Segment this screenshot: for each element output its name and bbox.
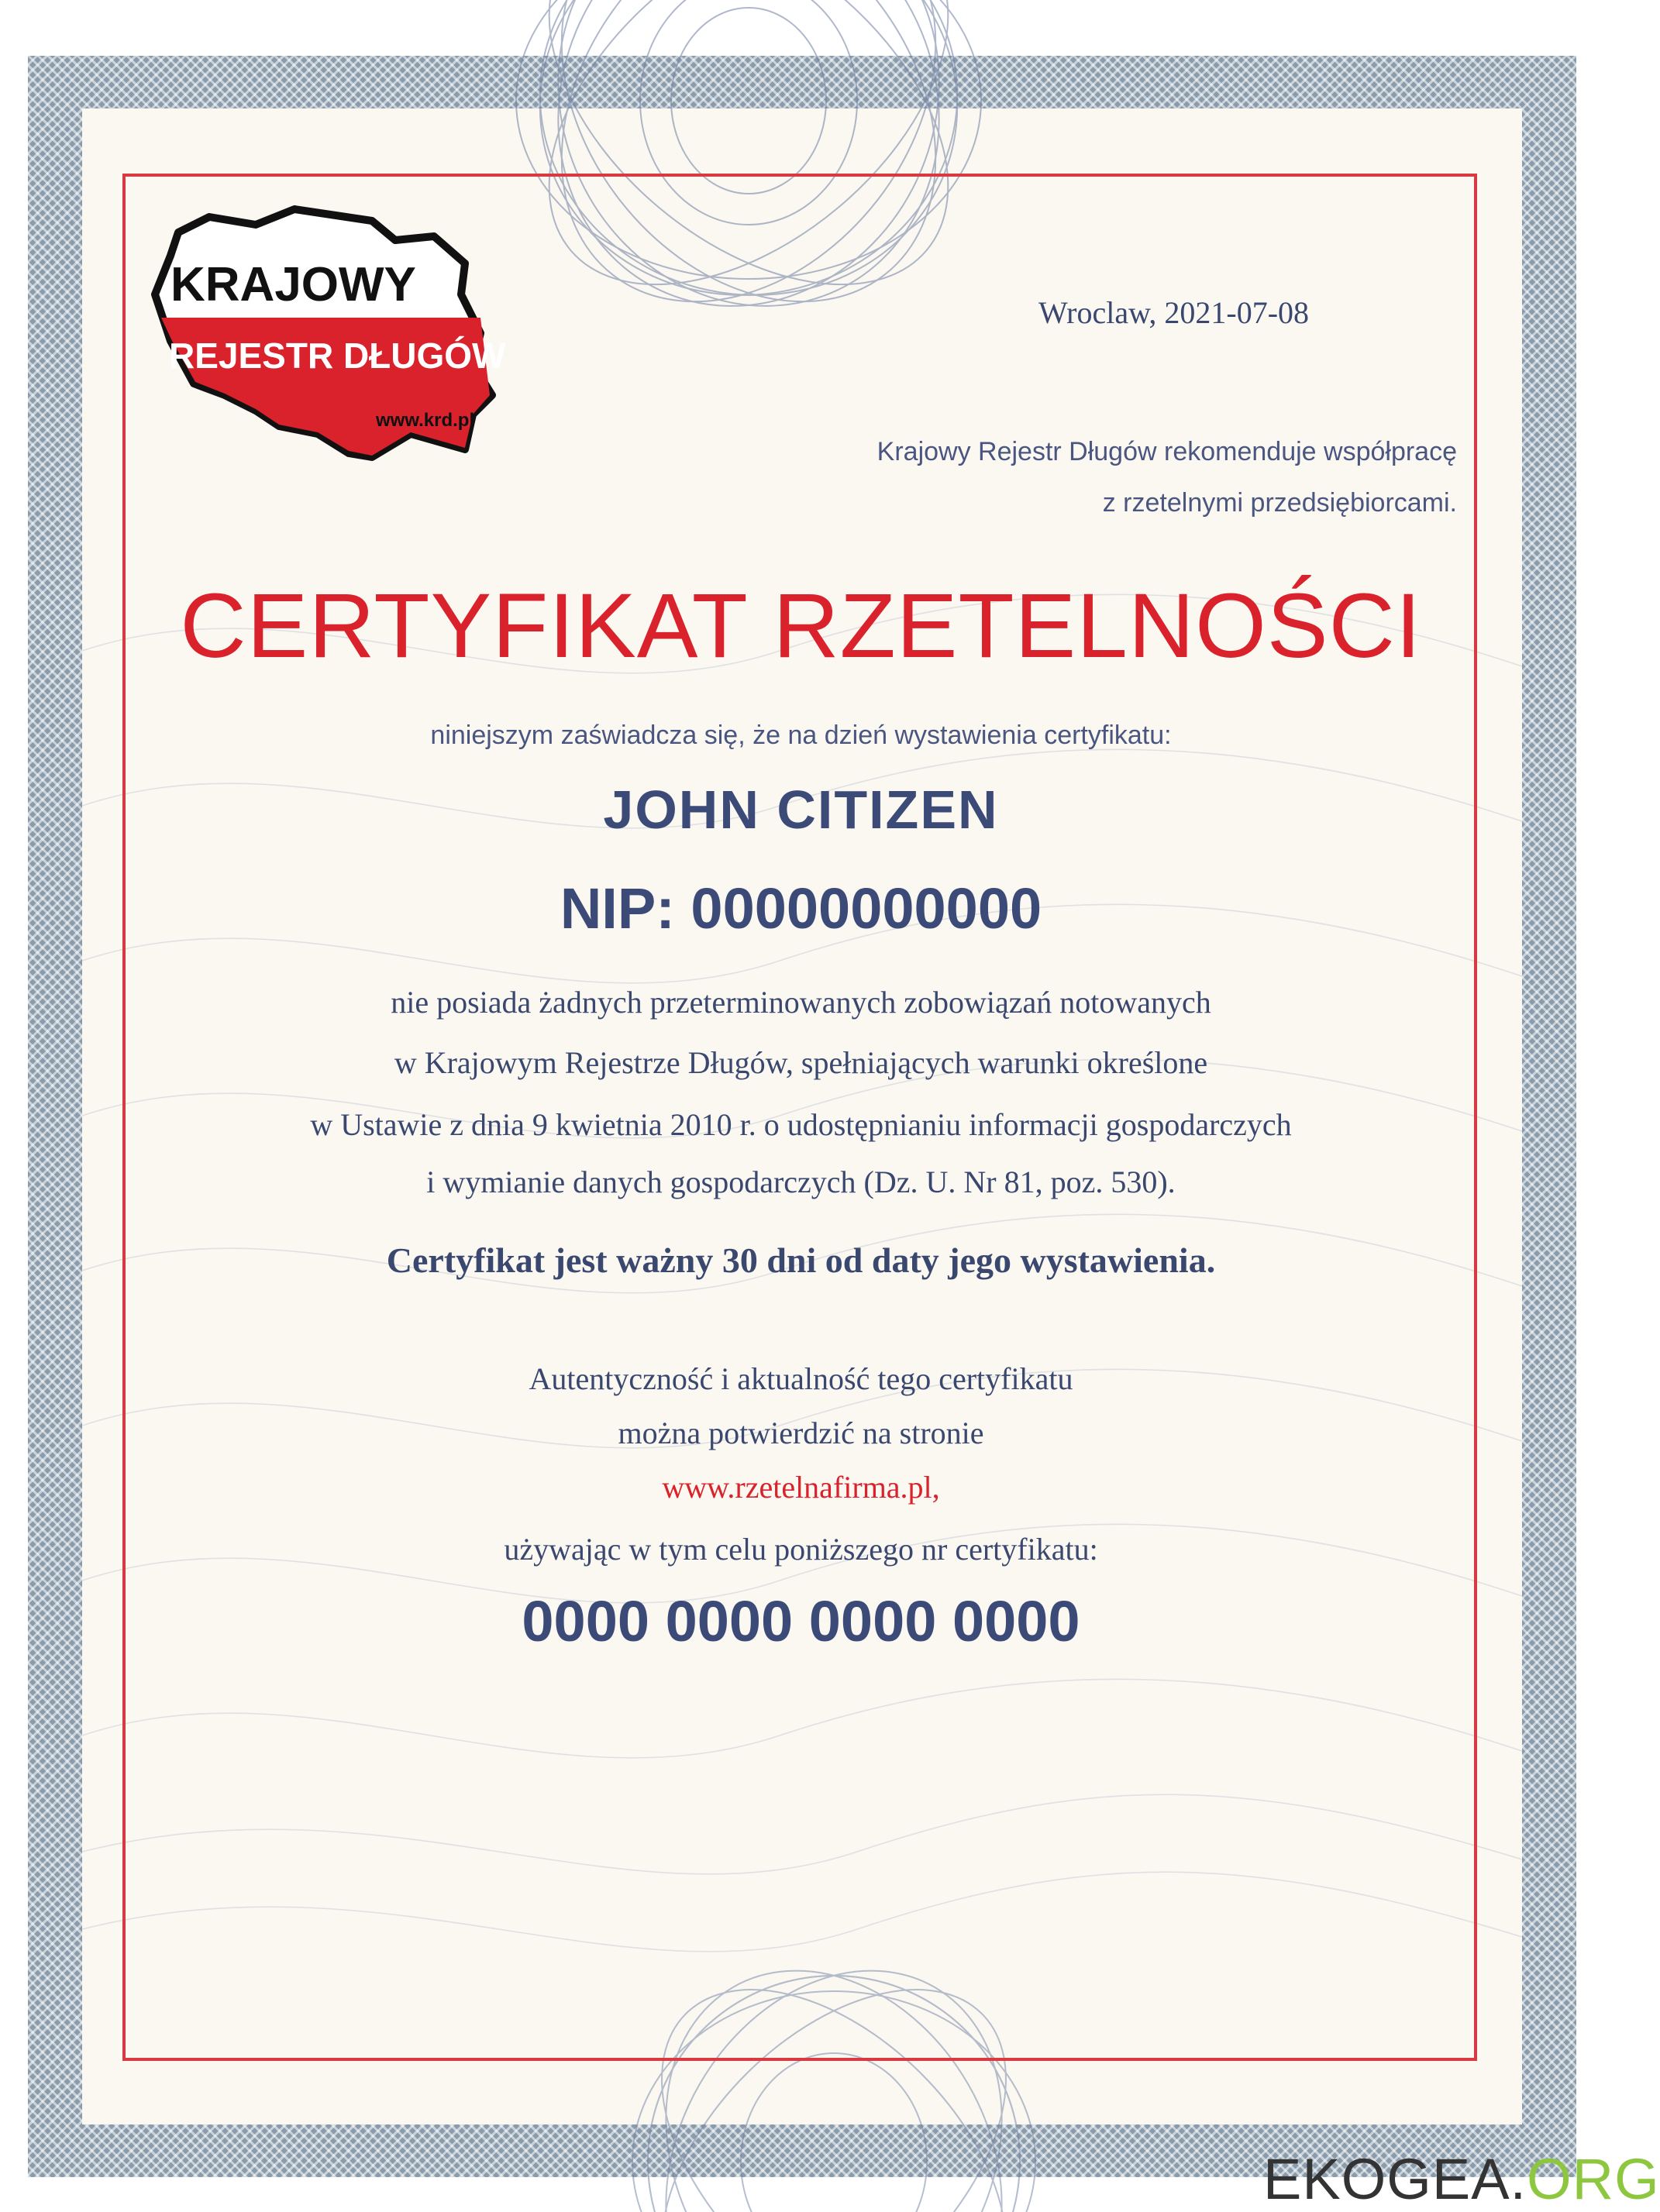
nip-number: NIP: 00000000000 (560, 876, 1042, 941)
verification-line3: używając w tym celu poniższego nr certyfikatu: (504, 1532, 1098, 1567)
certificate-title: CERTYFIKAT RZETELNOŚCI (180, 575, 1422, 677)
statement-line: w Krajowym Rejestrze Długów, spełniających warunki określone (394, 1045, 1208, 1080)
verification-link[interactable]: www.rzetelnafirma.pl, (662, 1470, 940, 1505)
verification-block (0, 1352, 1602, 1577)
recommendation-line1: Krajowy Rejestr Długów rekomenduje współpracę (876, 437, 1457, 466)
statement-line: i wymianie danych gospodarczych (Dz. U. Nr 81, poz. 530). (426, 1164, 1176, 1199)
logo-url: www.krd.pl (376, 410, 475, 431)
statement-line: w Ustawie z dnia 9 kwietnia 2010 r. o udostępnianiu informacji gospodarczych (310, 1107, 1292, 1142)
lead-text: niniejszym zaświadcza się, że na dzień wystawienia certyfikatu: (430, 721, 1172, 750)
logo-line1: KRAJOWY (170, 258, 416, 311)
watermark-part2: ORG (1527, 2147, 1660, 2211)
recommendation-text (697, 426, 1457, 528)
ekogea-watermark (1263, 2146, 1660, 2212)
watermark-part1: EKOGEA. (1263, 2147, 1527, 2211)
recommendation-line2: z rzetelnymi przedsiębiorcami. (1102, 488, 1457, 518)
validity-note: Certyfikat jest ważny 30 dni od daty jego wystawienia. (386, 1240, 1216, 1280)
place-and-date: Wroclaw, 2021-07-08 (1038, 295, 1310, 330)
verification-line1: Autentyczność i aktualność tego certyfikatu (529, 1361, 1073, 1396)
verification-line2: można potwierdzić na stronie (618, 1416, 984, 1450)
krd-logo (139, 201, 527, 465)
statement-line: nie posiada żadnych przeterminowanych zobowiązań notowanych (391, 985, 1211, 1020)
holder-name: JOHN CITIZEN (603, 779, 999, 840)
certificate-number: 0000 0000 0000 0000 (522, 1589, 1080, 1653)
statement-block (0, 972, 1602, 1208)
logo-line2: REJESTR DŁUGÓW (169, 335, 506, 376)
